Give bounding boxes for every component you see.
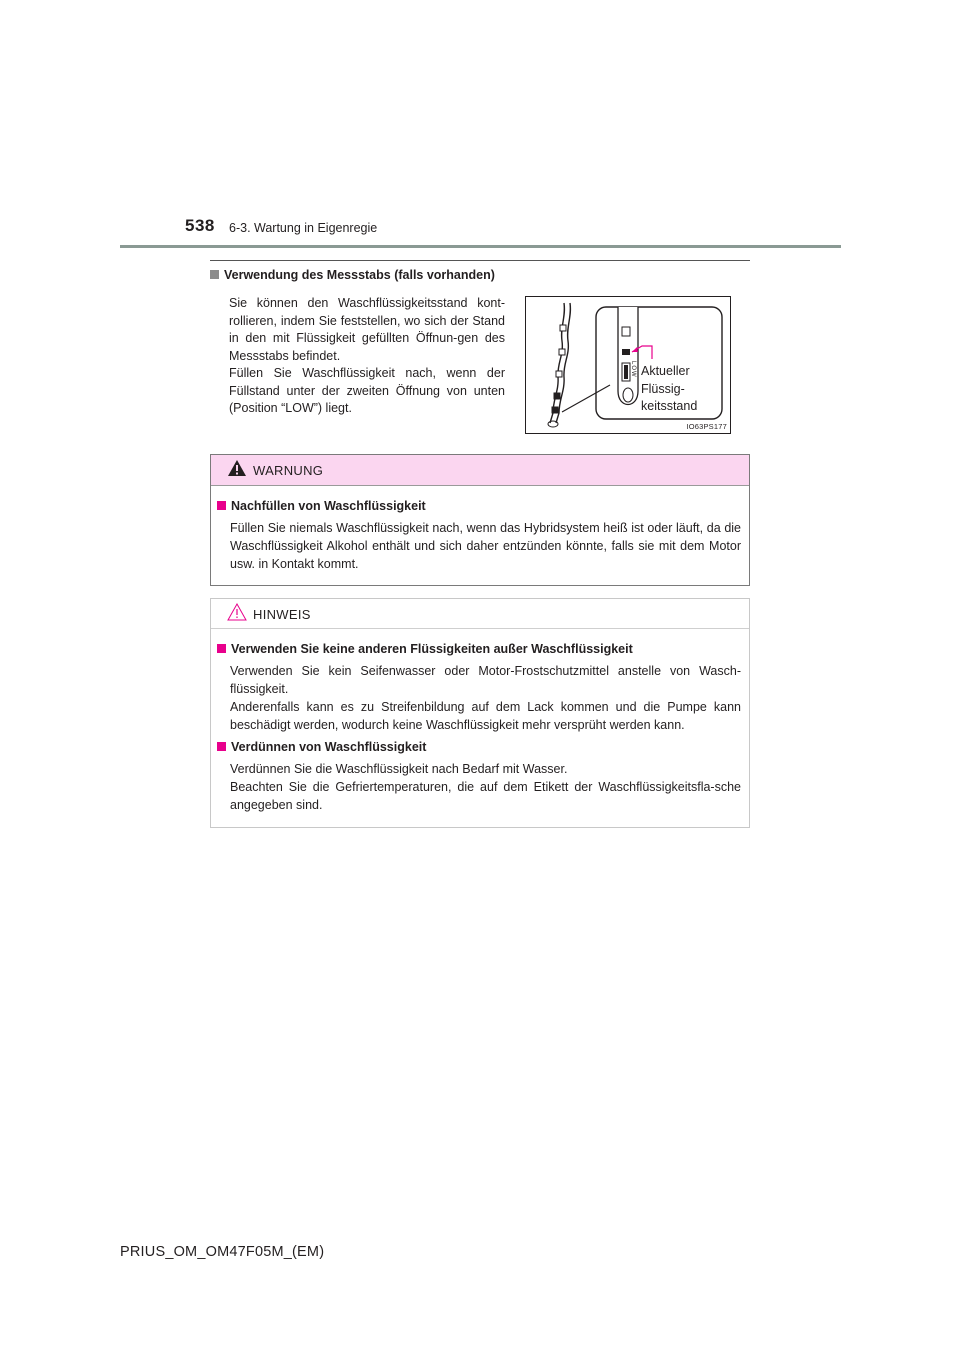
warning-triangle-icon — [227, 459, 247, 477]
bullet-square-icon — [210, 270, 219, 279]
bullet-square-icon — [217, 501, 226, 510]
header-rule — [120, 245, 841, 248]
dipstick-paragraph-2: Füllen Sie Waschflüssigkeit nach, wenn der Füllstand unter der zweiten Öffnung von unten (Position “LOW”) liegt. — [229, 366, 505, 415]
note-title: HINWEIS — [253, 607, 311, 622]
note-item-2-heading: Verdünnen von Waschflüssigkeit — [217, 740, 426, 754]
dipstick-illustration — [526, 297, 730, 433]
section-divider — [210, 260, 750, 261]
dipstick-body — [229, 295, 505, 418]
dipstick-figure — [525, 296, 731, 434]
caution-triangle-outline-icon — [227, 603, 247, 621]
warning-item-text: Füllen Sie niemals Waschflüssigkeit nach, wenn das Hybridsystem heiß ist oder läuft, da die Waschflüssigkeit Alkohol enthält und sich daher entzünden könnte, falls sie mit dem Motor usw. in Kontakt kommt. — [230, 521, 741, 571]
figure-code: IO63PS177 — [686, 422, 727, 431]
warning-title: WARNUNG — [253, 463, 324, 478]
section-title: 6-3. Wartung in Eigenregie — [229, 221, 378, 235]
footer-doc-id: PRIUS_OM_OM47F05M_(EM) — [120, 1244, 325, 1260]
warning-header — [211, 455, 749, 486]
bullet-square-icon — [217, 742, 226, 751]
warning-item-heading: Nachfüllen von Waschflüssigkeit — [217, 499, 426, 513]
dipstick-rod — [550, 303, 564, 423]
bullet-square-icon — [217, 644, 226, 653]
note-header — [211, 599, 749, 629]
figure-label: Aktueller Flüssig- keitsstand — [641, 364, 698, 413]
low-marking: LOW — [630, 361, 636, 378]
note-item-1-text: Verwenden Sie kein Seifenwasser oder Motor-Frostschutzmittel anstelle von Wasch-flüssigkeit. Anderenfalls kann es zu Streifenbildung auf dem Lack kommen und die Pumpe kann beschädigt werden, wodurch keine Waschflüssigkeit mehr versprüht werden kann. — [230, 664, 741, 732]
warning-box — [210, 454, 750, 586]
note-item-1-heading: Verwenden Sie keine anderen Flüssigkeiten außer Waschflüssigkeit — [217, 642, 633, 656]
note-item-2-text: Verdünnen Sie die Waschflüssigkeit nach Bedarf mit Wasser. Beachten Sie die Gefriertemperaturen, die auf dem Etikett der Waschflüssigkeitsfla-sche angegeben sind. — [230, 762, 741, 812]
page-number: 538 — [185, 216, 215, 235]
dipstick-paragraph-1: Sie können den Waschflüssigkeitsstand kont-rollieren, indem Sie feststellen, wo sich der Stand in den mit Flüssigkeit gefüllten Öffnun-gen des Messstabs befindet. — [229, 296, 505, 363]
note-box — [210, 598, 750, 828]
dipstick-heading: Verwendung des Messstabs (falls vorhanden) — [210, 268, 495, 282]
